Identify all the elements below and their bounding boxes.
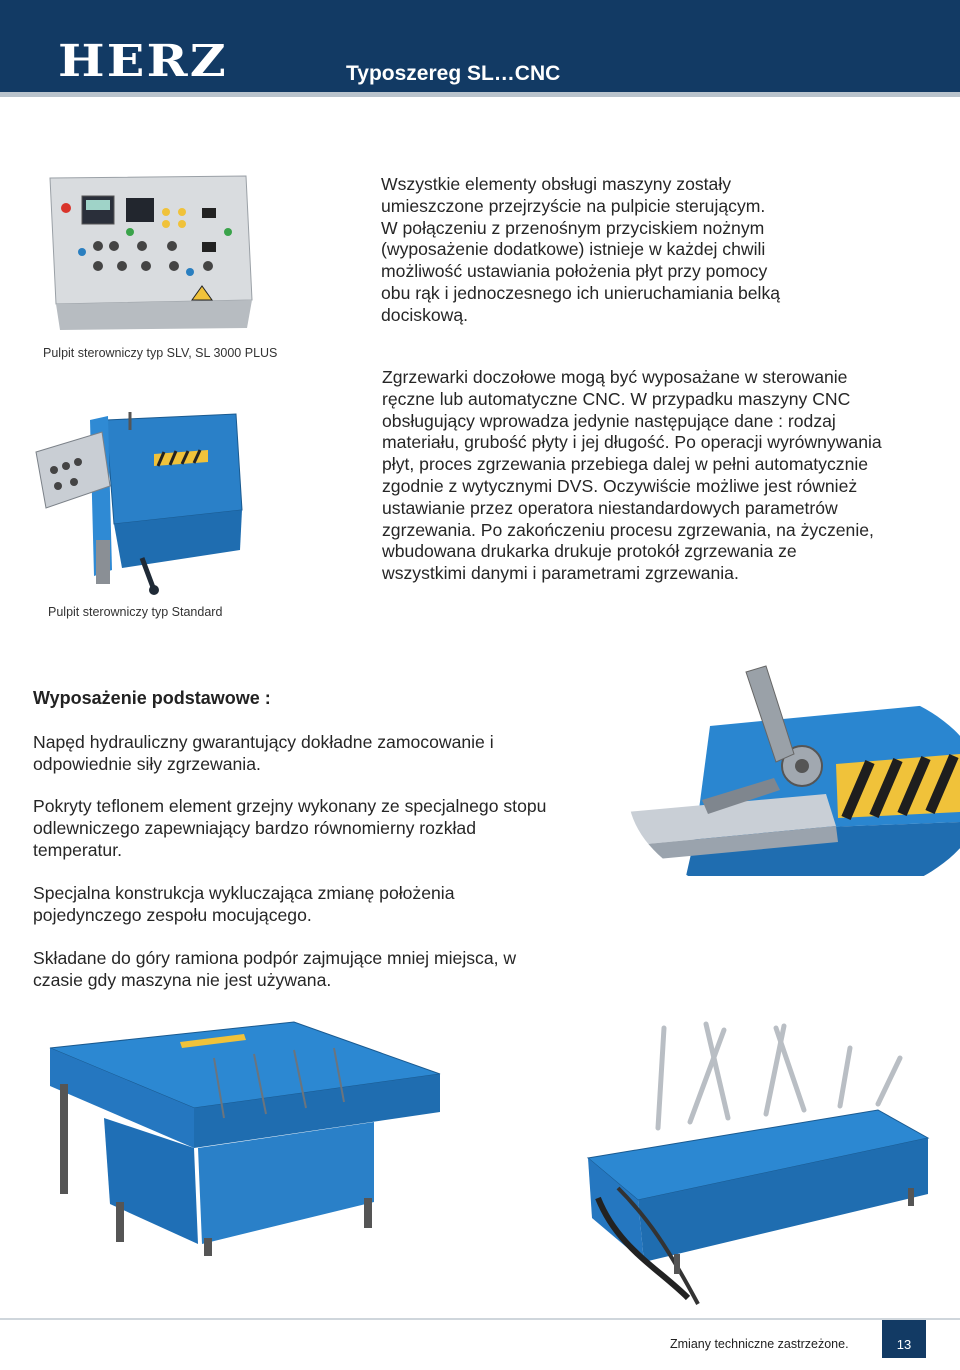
header-bar <box>0 0 960 92</box>
intro-paragraph-1 <box>381 174 831 327</box>
text-line: (wyposażenie dodatkowe) istnieje w każdej chwili <box>381 239 766 260</box>
text-line: zgrzewania. Po zakończeniu procesu zgrzewania, na życzenie, <box>382 519 874 540</box>
text-line: umieszczone przejrzyście na pulpicie sterującym. <box>381 195 766 216</box>
footer-note: Zmiany techniczne zastrzeżone. <box>670 1337 849 1351</box>
page-title: Typoszereg SL…CNC <box>346 62 561 85</box>
text-line: odlewniczego zapewniający bardzo równomierny rozkład <box>33 817 477 838</box>
text-line: płyt, proces zgrzewania przebiega dalej w pełni automatycznie <box>382 454 869 475</box>
text-line: możliwość ustawiania położenia płyt przy pomocy <box>381 261 768 282</box>
text-line: ręczne lub automatyczne CNC. W przypadku maszyny CNC <box>382 388 851 409</box>
text-line: Wszystkie elementy obsługi maszyny zostały <box>381 174 732 194</box>
text-line: odpowiednie siły zgrzewania. <box>33 753 261 774</box>
header-divider <box>0 92 960 97</box>
equipment-item <box>33 732 613 776</box>
text-line: czasie gdy maszyna nie jest używana. <box>33 969 332 990</box>
control-panel-standard-photo <box>30 390 250 600</box>
text-line: materiału, grubość płyty i jej długość. Po operacji wyrównywania <box>382 432 882 453</box>
equipment-item <box>33 796 613 861</box>
text-line: temperatur. <box>33 839 122 860</box>
control-panel-slv-photo <box>42 172 256 332</box>
text-line: pojedynczego zespołu mocującego. <box>33 904 312 925</box>
welding-machine-photo <box>44 1018 444 1258</box>
footer-divider <box>0 1318 960 1320</box>
text-line: ustawianie przez operatora niestandardowych parametrów <box>382 497 838 518</box>
text-line: obsługujący wprowadza jedynie następujące dane : rodzaj <box>382 410 836 431</box>
intro-paragraph-2 <box>382 367 942 585</box>
text-line: obu rąk i jednoczesnego ich unieruchamiania belką <box>381 282 781 303</box>
herz-logo: HERZ <box>58 36 229 87</box>
text-line: dociskową. <box>381 304 469 325</box>
text-line: wszystkimi danymi i parametrami zgrzewania. <box>382 563 739 584</box>
equipment-item <box>33 948 613 992</box>
text-line: Specjalna konstrukcja wykluczająca zmianę położenia <box>33 883 455 903</box>
folding-arms-machine-photo <box>578 1018 934 1308</box>
caption-panel-standard: Pulpit sterowniczy typ Standard <box>48 605 223 619</box>
equipment-item <box>33 883 613 927</box>
text-line: zgodnie z wytycznymi DVS. Oczywiście możliwe jest również <box>382 475 858 496</box>
page-number: 13 <box>882 1320 926 1358</box>
text-line: wbudowana drukarka drukuje protokół zgrzewania ze <box>382 541 797 562</box>
text-line: Napęd hydrauliczny gwarantujący dokładne zamocowanie i <box>33 732 494 752</box>
equipment-heading: Wyposażenie podstawowe : <box>33 688 271 708</box>
text-line: Składane do góry ramiona podpór zajmujące mniej miejsca, w <box>33 948 517 968</box>
text-line: Pokryty teflonem element grzejny wykonany ze specjalnego stopu <box>33 796 547 816</box>
clamping-unit-photo <box>626 662 960 876</box>
caption-panel-slv: Pulpit sterowniczy typ SLV, SL 3000 PLUS <box>43 346 278 360</box>
text-line: Zgrzewarki doczołowe mogą być wyposażane w sterowanie <box>382 367 848 387</box>
text-line: W połączeniu z przenośnym przyciskiem nożnym <box>381 217 765 238</box>
